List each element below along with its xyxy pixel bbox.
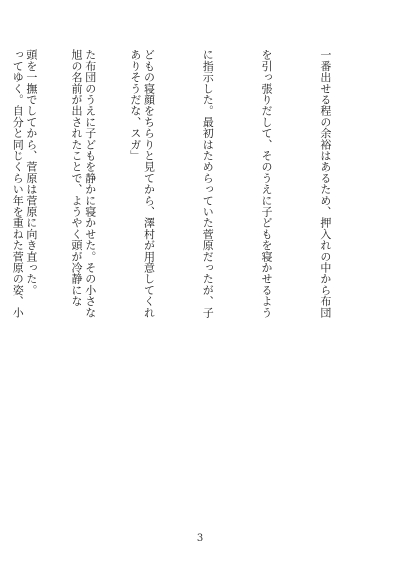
text-line: 旭の名前が出されたことで、ようやく頭が冷静にな — [70, 49, 84, 307]
text-line: を引っ張りだして、そのうえに子どもを寝かせるよう — [260, 49, 274, 318]
text-line: 頭を一撫でしてから、菅原は菅原に向き直った。 — [24, 49, 38, 296]
text-line: どもの寝顔をちらりと見てから、澤村が用意してくれ — [142, 49, 156, 318]
page-number: 3 — [196, 533, 204, 544]
text-line: 一番出せる程の余裕はあるため、押入れの中から布団 — [318, 49, 332, 318]
text-line: に指示した。最初はためらっていた菅原だったが、子 — [201, 49, 215, 318]
text-line: ありそうだな、スガ」 — [128, 49, 142, 161]
left-text-block — [11, 49, 184, 519]
text-line: た布団のうえに子どもを静かに寝かせた。その小さな — [83, 49, 97, 318]
text-line: ってゆく。自分と同じくらい年を重ねた菅原の姿、小 — [11, 49, 25, 318]
